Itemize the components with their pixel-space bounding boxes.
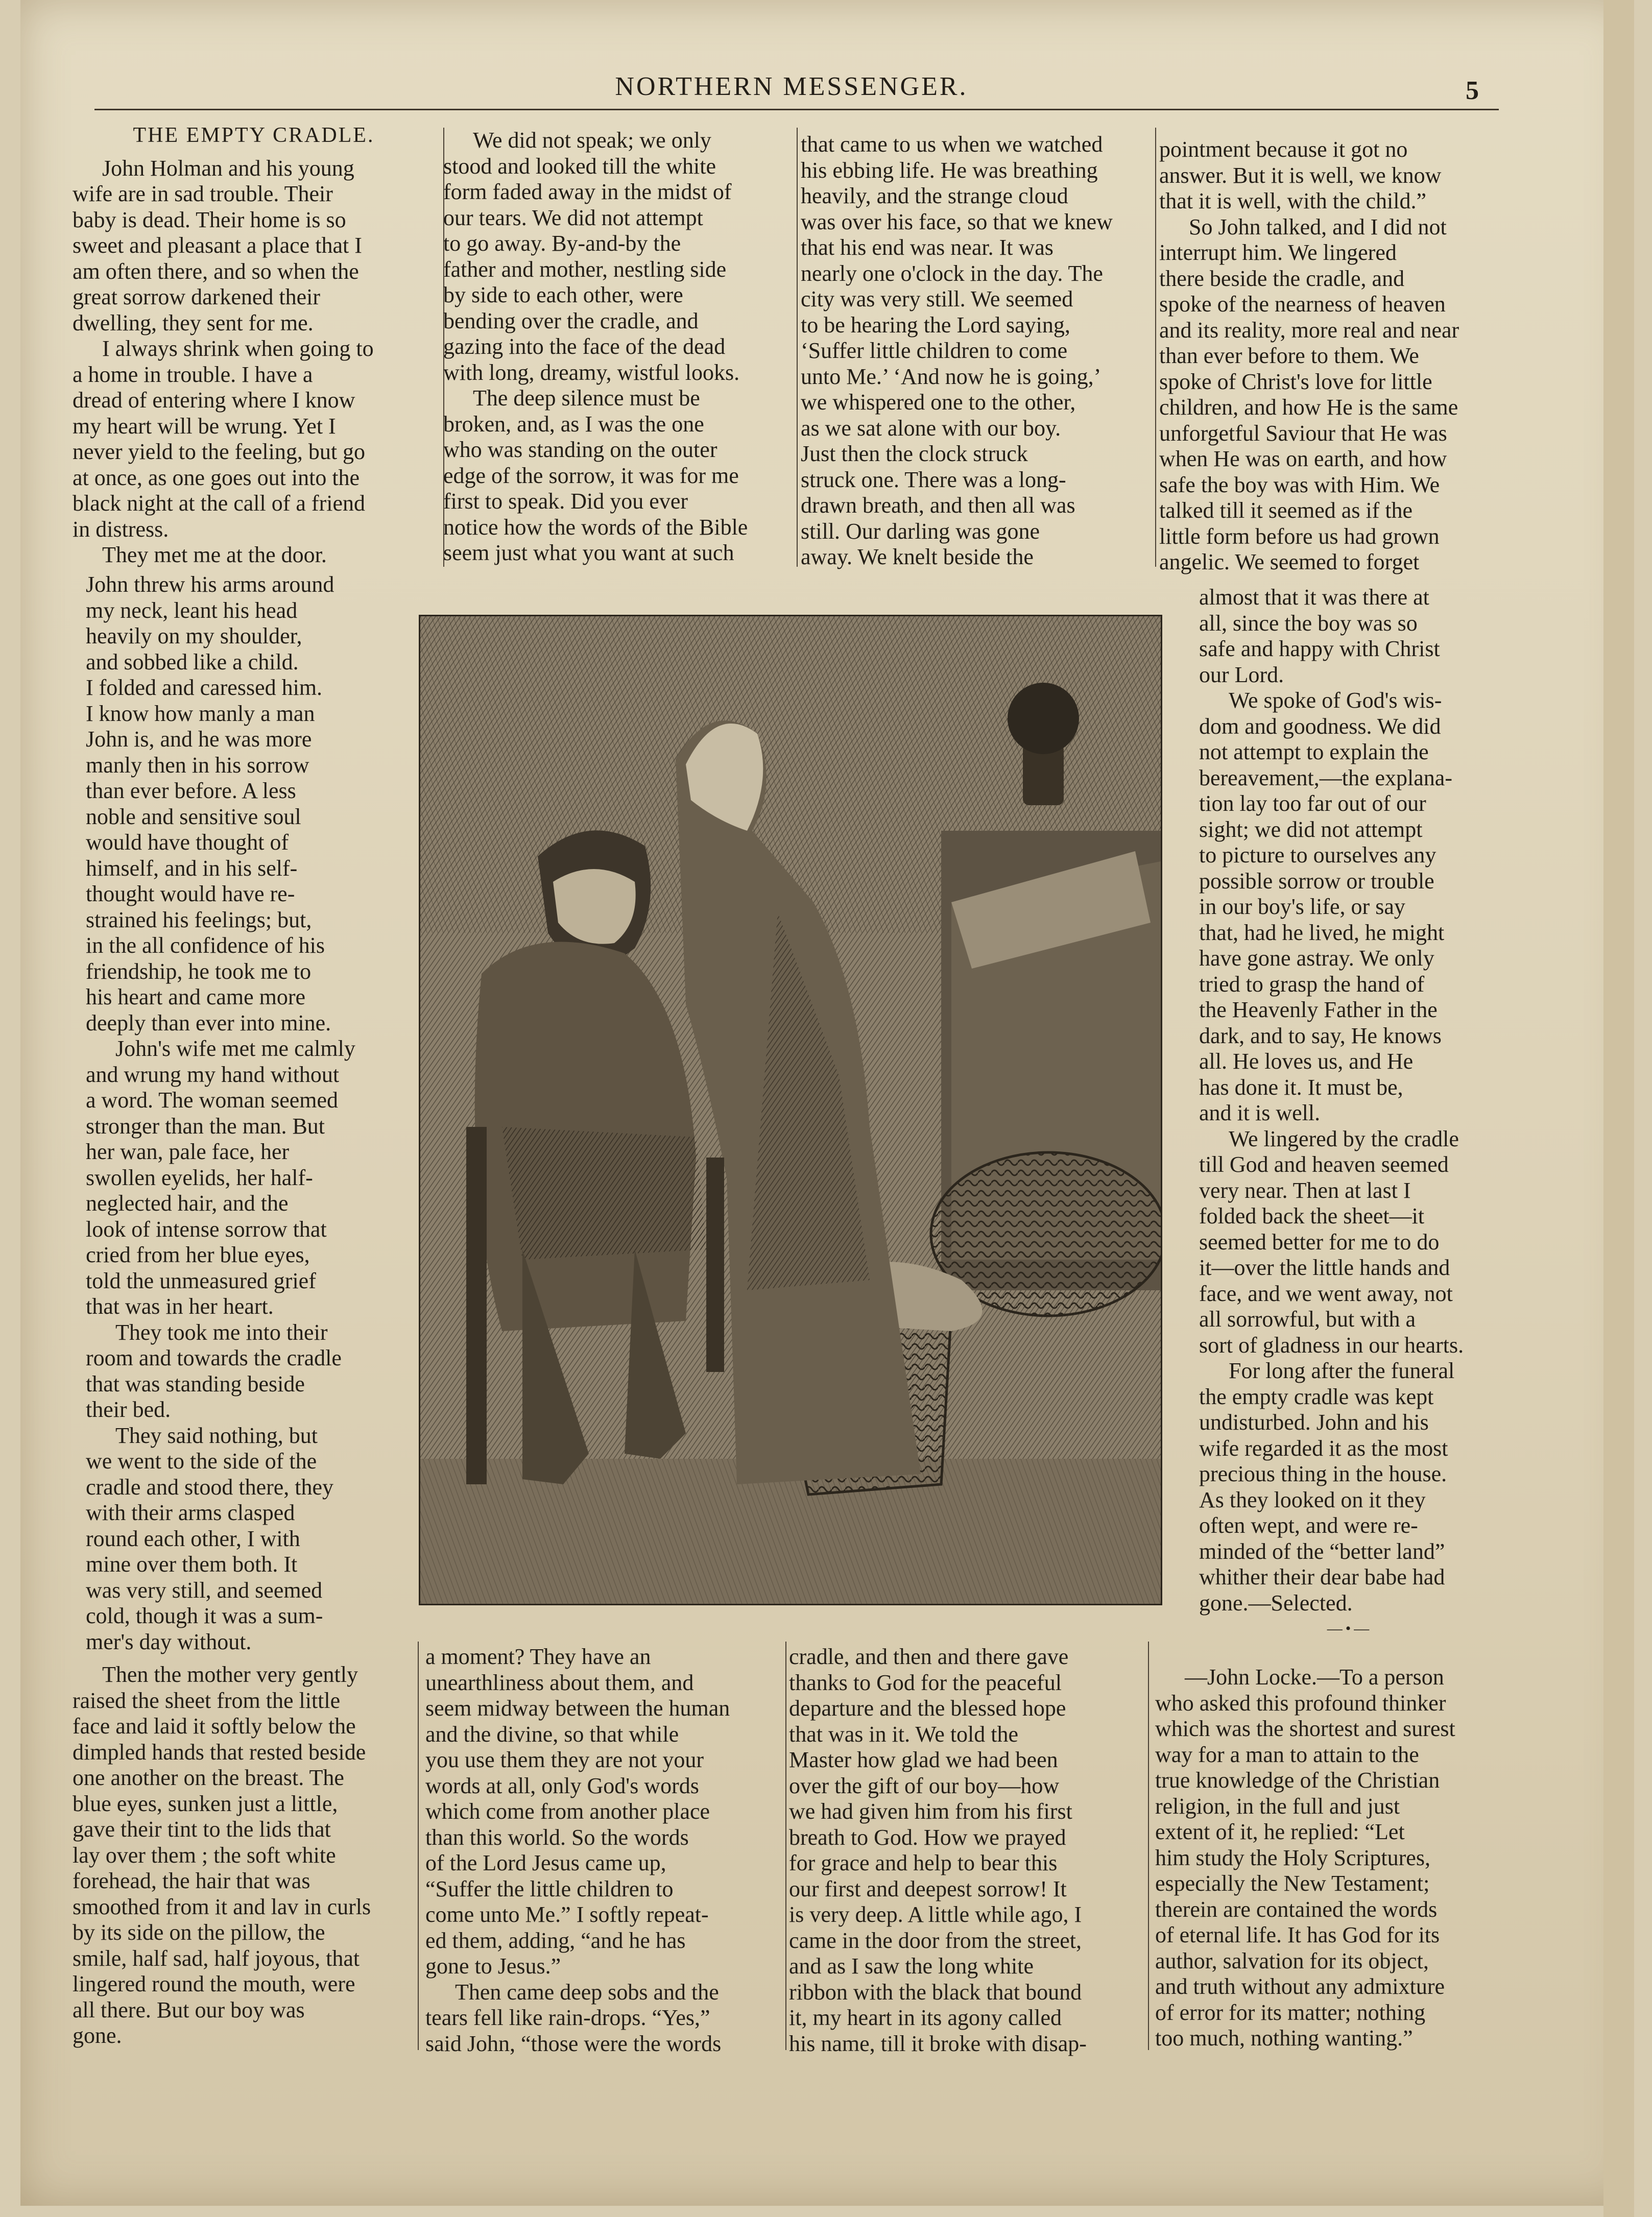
text-line: have gone astray. We only xyxy=(1199,946,1434,971)
text-line: one another on the breast. The xyxy=(73,1765,344,1790)
text-line: gone. xyxy=(73,2023,122,2048)
text-line: it—over the little hands and xyxy=(1199,1255,1450,1280)
text-line: whither their dear babe had xyxy=(1199,1564,1445,1589)
text-line: our tears. We did not attempt xyxy=(443,205,703,230)
text-line: therein are contained the words xyxy=(1155,1896,1438,1922)
column-3-top xyxy=(801,132,1148,570)
text-line: forehead, the hair that was xyxy=(73,1868,310,1893)
text-line: raised the sheet from the little xyxy=(73,1688,341,1713)
text-line: gone.—Selected. xyxy=(1199,1590,1353,1616)
text-line: John's wife met me calmly xyxy=(115,1036,355,1061)
text-line: lay over them ; the soft white xyxy=(73,1842,336,1868)
text-line: almost that it was there at xyxy=(1199,585,1429,610)
text-line: author, salvation for its object, xyxy=(1155,1948,1429,1973)
text-line: their bed. xyxy=(86,1397,171,1422)
text-line: a home in trouble. I have a xyxy=(73,362,313,387)
text-line: as we sat alone with our boy. xyxy=(801,415,1061,441)
text-line: dom and goodness. We did xyxy=(1199,713,1441,739)
text-line: We did not speak; we only xyxy=(473,128,711,153)
text-line: drawn breath, and then all was xyxy=(801,493,1075,518)
text-line: very near. Then at last I xyxy=(1199,1177,1411,1203)
text-line: departure and the blessed hope xyxy=(789,1696,1066,1721)
grieving-parents-engraving xyxy=(420,616,1161,1604)
text-line: a moment? They have an xyxy=(425,1644,651,1669)
text-line: Then the mother very gently xyxy=(102,1662,358,1687)
text-line: who was standing on the outer xyxy=(443,437,717,462)
text-line: face, and we went away, not xyxy=(1199,1281,1453,1306)
text-line: who asked this profound thinker xyxy=(1155,1690,1446,1716)
text-line: all sorrowful, but with a xyxy=(1199,1307,1416,1332)
text-line: face and laid it softly below the xyxy=(73,1714,356,1739)
text-line: in our boy's life, or say xyxy=(1199,894,1405,919)
text-line: still. Our darling was gone xyxy=(801,518,1040,544)
text-line: gave their tint to the lids that xyxy=(73,1817,331,1842)
text-line: look of intense sorrow that xyxy=(86,1216,327,1242)
text-line: that was in it. We told the xyxy=(789,1721,1019,1747)
text-line: folded back the sheet—it xyxy=(1199,1203,1425,1228)
text-line: there beside the cradle, and xyxy=(1159,266,1405,291)
text-line: unto Me.’ ‘And now he is going,’ xyxy=(801,364,1102,389)
text-line: manly then in his sorrow xyxy=(86,752,309,778)
text-line: my heart will be wrung. Yet I xyxy=(73,413,336,439)
text-line: neglected hair, and the xyxy=(86,1191,289,1216)
column-2-bottom xyxy=(425,1644,778,2057)
text-line: all, since the boy was so xyxy=(1199,610,1418,636)
text-line: and sobbed like a child. xyxy=(86,649,299,674)
column-rule xyxy=(797,128,798,567)
text-line: his name, till it broke with disap- xyxy=(789,2031,1087,2056)
text-line: in distress. xyxy=(73,516,169,542)
text-line: baby is dead. Their home is so xyxy=(73,207,346,232)
text-line: They took me into their xyxy=(115,1319,328,1345)
text-line: safe the boy was with Him. We xyxy=(1159,472,1440,497)
text-line: cradle, and then and there gave xyxy=(789,1644,1069,1669)
text-line: Just then the clock struck xyxy=(801,441,1028,466)
text-line: cradle and stood there, they xyxy=(86,1474,334,1500)
text-line: sort of gladness in our hearts. xyxy=(1199,1332,1464,1358)
text-line: am often there, and so when the xyxy=(73,258,359,284)
text-line: children, and how He is the same xyxy=(1159,395,1458,420)
text-line: talked till it seemed as if the xyxy=(1159,498,1413,523)
text-line: spoke of Christ's love for little xyxy=(1159,369,1432,394)
text-line: said John, “those were the words xyxy=(425,2031,722,2056)
text-line: at once, as one goes out into the xyxy=(73,465,360,490)
text-line: nearly one o'clock in the day. The xyxy=(801,260,1103,286)
text-line: all there. But our boy was xyxy=(73,1997,305,2022)
column-4-narrow xyxy=(1199,585,1500,1642)
text-line: I folded and caressed him. xyxy=(86,675,323,700)
text-line: with their arms clasped xyxy=(86,1500,295,1525)
text-line: the Heavenly Father in the xyxy=(1199,997,1438,1022)
text-line: has done it. It must be, xyxy=(1199,1074,1403,1100)
text-line: John is, and he was more xyxy=(86,727,312,752)
text-line: by its side on the pillow, the xyxy=(73,1920,325,1945)
text-line: notice how the words of the Bible xyxy=(443,514,748,540)
text-line: deeply than ever into mine. xyxy=(86,1010,331,1035)
page-number: 5 xyxy=(1466,76,1479,105)
text-line: in the all confidence of his xyxy=(86,933,325,958)
text-line: by side to each other, were xyxy=(443,282,683,307)
text-line: As they looked on it they xyxy=(1199,1487,1426,1512)
text-line: himself, and in his self- xyxy=(86,855,298,881)
text-line: and the divine, so that while xyxy=(425,1721,679,1747)
text-line: bending over the cradle, and xyxy=(443,308,699,333)
column-rule xyxy=(785,1642,786,2050)
text-line: our first and deepest sorrow! It xyxy=(789,1876,1067,1901)
text-line: The deep silence must be xyxy=(473,385,700,411)
text-line: unearthliness about them, and xyxy=(425,1670,694,1695)
text-line: him study the Holy Scriptures, xyxy=(1155,1845,1430,1870)
text-line: blue eyes, sunken just a little, xyxy=(73,1791,338,1816)
text-line: than ever before to them. We xyxy=(1159,343,1419,368)
text-line: John Holman and his young xyxy=(102,155,354,181)
text-line: possible sorrow or trouble xyxy=(1199,868,1434,894)
column-4-bottom xyxy=(1155,1665,1502,2052)
text-line: city was very still. We seemed xyxy=(801,286,1073,311)
text-line: We spoke of God's wis- xyxy=(1229,688,1442,713)
text-line: sight; we did not attempt xyxy=(1199,816,1423,842)
text-line: gazing into the face of the dead xyxy=(443,334,726,359)
text-line: than this world. So the words xyxy=(425,1824,689,1850)
text-line: black night at the call of a friend xyxy=(73,491,365,516)
text-line: would have thought of xyxy=(86,830,289,855)
column-1-top xyxy=(73,123,435,568)
text-line: pointment because it got no xyxy=(1159,137,1408,162)
text-line: that, had he lived, he might xyxy=(1199,920,1445,945)
text-line: stronger than the man. But xyxy=(86,1113,325,1139)
text-line: especially the New Testament; xyxy=(1155,1871,1430,1896)
text-line: we went to the side of the xyxy=(86,1449,317,1474)
text-line: swollen eyelids, her half- xyxy=(86,1165,313,1190)
text-line: you use them they are not your xyxy=(425,1747,704,1772)
text-line: edge of the sorrow, it was for me xyxy=(443,463,739,488)
text-line: all. He loves us, and He xyxy=(1199,1049,1414,1074)
text-line: extent of it, he replied: “Let xyxy=(1155,1819,1405,1844)
text-line: dwelling, they sent for me. xyxy=(73,310,314,335)
text-line: —John Locke.—To a person xyxy=(1185,1665,1444,1690)
text-line: her wan, pale face, her xyxy=(86,1139,290,1164)
text-line: over the gift of our boy—how xyxy=(789,1773,1060,1798)
text-line: I know how manly a man xyxy=(86,701,315,726)
text-line: which was the shortest and surest xyxy=(1155,1716,1455,1741)
text-line: friendship, he took me to xyxy=(86,958,312,984)
text-line: heavily, and the strange cloud xyxy=(801,183,1068,208)
column-rule xyxy=(1148,1642,1149,2050)
engraving-illustration xyxy=(419,615,1162,1605)
section-separator: —•— xyxy=(1327,1620,1373,1637)
text-line: religion, in the full and just xyxy=(1155,1793,1400,1819)
text-line: told the unmeasured grief xyxy=(86,1268,316,1293)
text-line: mine over them both. It xyxy=(86,1552,298,1577)
text-line: that it is well, with the child.” xyxy=(1159,188,1427,213)
text-line: broken, and, as I was the one xyxy=(443,411,704,437)
text-line: lingered round the mouth, were xyxy=(73,1971,355,1996)
text-line: we had given him from his first xyxy=(789,1799,1072,1824)
text-line: that was standing beside xyxy=(86,1371,305,1396)
text-line: thought would have re- xyxy=(86,881,295,906)
text-line: sweet and pleasant a place that I xyxy=(73,233,362,258)
text-line: a word. The woman seemed xyxy=(86,1088,339,1113)
text-line: true knowledge of the Christian xyxy=(1155,1768,1440,1793)
text-line: when He was on earth, and how xyxy=(1159,446,1447,471)
text-line: noble and sensitive soul xyxy=(86,804,301,829)
text-line: ed them, adding, “and he has xyxy=(425,1927,686,1953)
text-line: room and towards the cradle xyxy=(86,1345,342,1370)
column-rule xyxy=(418,1642,419,2050)
text-line: seem just what you want at such xyxy=(443,540,734,565)
text-line: Then came deep sobs and the xyxy=(455,1979,719,2005)
text-line: bereavement,—the explana- xyxy=(1199,765,1452,790)
text-line: with long, dreamy, wistful looks. xyxy=(443,359,740,385)
article-title: THE EMPTY CRADLE. xyxy=(133,124,375,147)
text-line: ‘Suffer little children to come xyxy=(801,338,1068,363)
text-line: tried to grasp the hand of xyxy=(1199,971,1425,997)
column-1-bottom xyxy=(73,1662,418,2049)
text-line: and wrung my hand without xyxy=(86,1062,340,1087)
text-line: to be hearing the Lord saying, xyxy=(801,312,1070,338)
text-line: till God and heaven seemed xyxy=(1199,1152,1449,1177)
text-line: tears fell like rain-drops. “Yes,” xyxy=(425,2005,710,2030)
text-line: cold, though it was a sum- xyxy=(86,1603,323,1628)
text-line: heavily on my shoulder, xyxy=(86,623,302,648)
text-line: is very deep. A little while ago, I xyxy=(789,1902,1082,1927)
text-line: and it is well. xyxy=(1199,1100,1321,1125)
column-3-bottom xyxy=(789,1644,1141,2057)
text-line: of error for its matter; nothing xyxy=(1155,1999,1426,2025)
text-line: They met me at the door. xyxy=(102,542,327,567)
column-2-top xyxy=(443,128,791,566)
text-line: wife regarded it as the most xyxy=(1199,1435,1448,1461)
text-line: smoothed from it and lav in curls xyxy=(73,1894,371,1919)
text-line: stood and looked till the white xyxy=(443,153,716,179)
text-line: and truth without any admixture xyxy=(1155,1974,1445,1999)
text-line: thanks to God for the peaceful xyxy=(789,1670,1062,1695)
text-line: that came to us when we watched xyxy=(801,132,1103,157)
text-line: of eternal life. It has God for its xyxy=(1155,1922,1440,1947)
text-line: We lingered by the cradle xyxy=(1229,1126,1459,1151)
text-line: dread of entering where I know xyxy=(73,388,355,413)
text-line: So John talked, and I did not xyxy=(1189,214,1447,239)
text-line: we whispered one to the other, xyxy=(801,390,1076,415)
text-line: cried from her blue eyes, xyxy=(86,1242,310,1267)
text-line: wife are in sad trouble. Their xyxy=(73,181,333,206)
text-line: of the Lord Jesus came up, xyxy=(425,1850,666,1875)
text-line: great sorrow darkened their xyxy=(73,284,321,309)
torn-right-edge xyxy=(1603,0,1634,2217)
text-line: safe and happy with Christ xyxy=(1199,636,1440,661)
text-line: precious thing in the house. xyxy=(1199,1461,1447,1486)
text-line: angelic. We seemed to forget xyxy=(1159,549,1420,574)
text-line: little form before us had grown xyxy=(1159,523,1440,549)
column-rule xyxy=(1155,128,1156,567)
text-line: ribbon with the black that bound xyxy=(789,1979,1082,2005)
text-line: seem midway between the human xyxy=(425,1696,730,1721)
text-line: undisturbed. John and his xyxy=(1199,1410,1429,1435)
text-line: dimpled hands that rested beside xyxy=(73,1739,366,1765)
text-line: They said nothing, but xyxy=(115,1423,318,1448)
text-line: was over his face, so that we knew xyxy=(801,209,1113,234)
text-line: father and mother, nestling side xyxy=(443,256,727,282)
column-4-top xyxy=(1159,137,1512,575)
text-line: to go away. By-and-by the xyxy=(443,231,681,256)
column-1-narrow xyxy=(86,572,377,1655)
text-line: our Lord. xyxy=(1199,662,1284,687)
text-line: often wept, and were re- xyxy=(1199,1513,1418,1538)
masthead-title: NORTHERN MESSENGER. xyxy=(615,72,968,101)
text-line: come unto Me.” I softly repeat- xyxy=(425,1902,709,1927)
text-line: strained his feelings; but, xyxy=(86,907,312,932)
text-line: never yield to the feeling, but go xyxy=(73,439,366,464)
text-line: the empty cradle was kept xyxy=(1199,1384,1434,1409)
text-line: that was in her heart. xyxy=(86,1294,274,1319)
text-line: for grace and help to bear this xyxy=(789,1850,1058,1875)
text-line: to picture to ourselves any xyxy=(1199,842,1436,867)
text-line: tion lay too far out of our xyxy=(1199,791,1426,816)
text-line: words at all, only God's words xyxy=(425,1773,699,1798)
text-line: spoke of the nearness of heaven xyxy=(1159,292,1446,317)
text-line: round each other, I with xyxy=(86,1526,300,1551)
text-line: minded of the “better land” xyxy=(1199,1538,1445,1564)
text-line: too much, nothing wanting.” xyxy=(1155,2026,1413,2051)
text-line: struck one. There was a long- xyxy=(801,467,1066,492)
text-line: John threw his arms around xyxy=(86,572,334,597)
text-line: and as I saw the long white xyxy=(789,1954,1034,1979)
text-line: Master how glad we had been xyxy=(789,1747,1058,1772)
text-line: was very still, and seemed xyxy=(86,1577,323,1603)
text-line: gone to Jesus.” xyxy=(425,1954,561,1979)
text-line: not attempt to explain the xyxy=(1199,739,1429,764)
text-line: I always shrink when going to xyxy=(102,336,374,361)
text-line: mer's day without. xyxy=(86,1629,252,1654)
text-line: his heart and came more xyxy=(86,984,306,1009)
text-line: answer. But it is well, we know xyxy=(1159,162,1442,188)
text-line: and its reality, more real and near xyxy=(1159,317,1459,343)
text-line: first to speak. Did you ever xyxy=(443,489,688,514)
text-line: than ever before. A less xyxy=(86,778,296,803)
text-line: For long after the funeral xyxy=(1229,1358,1455,1383)
text-line: way for a man to attain to the xyxy=(1155,1742,1419,1767)
text-line: his ebbing life. He was breathing xyxy=(801,157,1098,183)
text-line: came in the door from the street, xyxy=(789,1927,1082,1953)
text-line: “Suffer the little children to xyxy=(425,1876,674,1901)
masthead-rule xyxy=(94,109,1499,110)
text-line: seemed better for me to do xyxy=(1199,1229,1440,1255)
text-line: which come from another place xyxy=(425,1799,710,1824)
text-line: my neck, leant his head xyxy=(86,597,298,623)
text-line: breath to God. How we prayed xyxy=(789,1824,1066,1850)
text-line: dark, and to say, He knows xyxy=(1199,1023,1442,1048)
text-line: smile, half sad, half joyous, that xyxy=(73,1945,360,1971)
text-line: unforgetful Saviour that He was xyxy=(1159,420,1447,446)
text-line: it, my heart in its agony called xyxy=(789,2005,1062,2030)
text-line: away. We knelt beside the xyxy=(801,544,1034,569)
text-line: that his end was near. It was xyxy=(801,235,1054,260)
text-line: interrupt him. We lingered xyxy=(1159,240,1397,265)
text-line: form faded away in the midst of xyxy=(443,179,732,204)
